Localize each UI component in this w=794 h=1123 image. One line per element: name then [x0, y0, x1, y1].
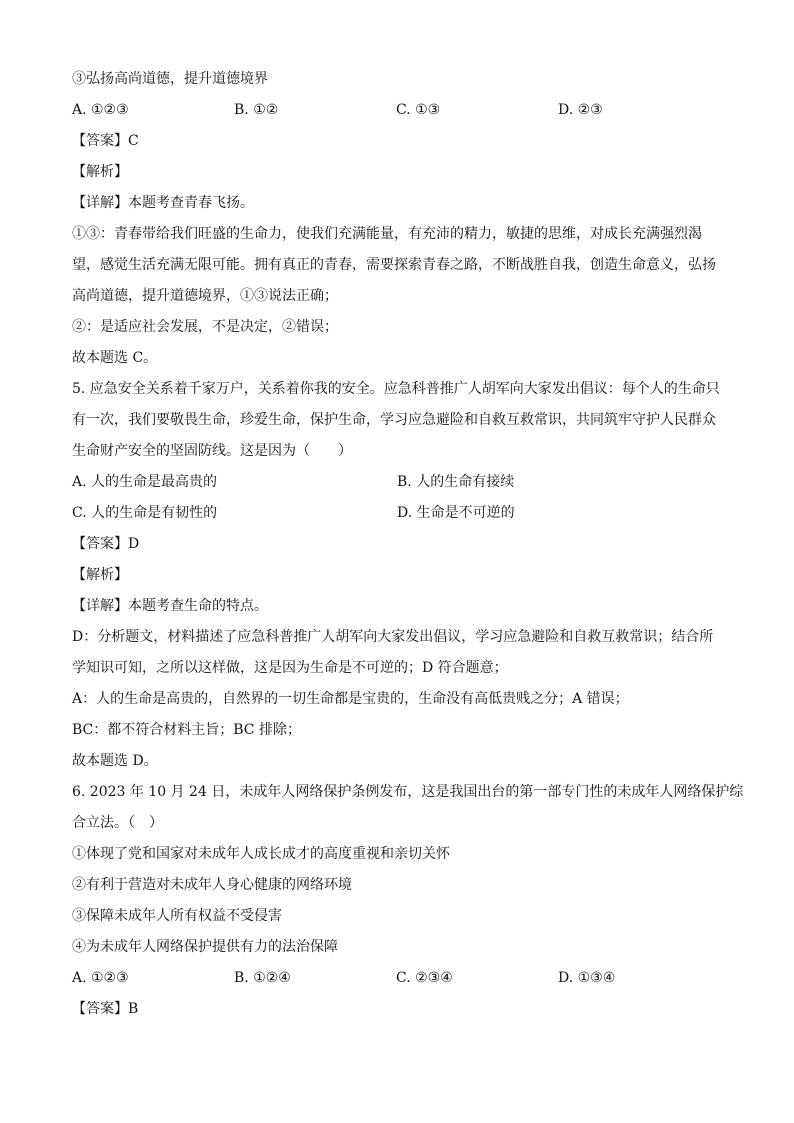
q4-answer	[72, 126, 722, 157]
document-page	[72, 64, 744, 1025]
q5-explanation-3: BC：都不符合材料主旨；BC 排除；	[72, 722, 301, 738]
q5-option-d: D. 生命是不可逆的	[397, 505, 515, 521]
q4-explanation-2: ②：是适应社会发展，不是决定，②错误；	[72, 319, 338, 335]
q5-options-row-1	[72, 467, 722, 498]
q4-option-d: D. ②③	[558, 102, 603, 118]
detail-label: 【详解】	[72, 195, 128, 211]
q6-option-c: C. ②③④	[396, 970, 453, 986]
q5-analysis-label: 【解析】	[72, 567, 128, 583]
q6-options	[72, 963, 722, 994]
answer-label: 【答案】	[72, 133, 128, 149]
q4-option-c: C. ①③	[396, 102, 441, 118]
q5-explanation-1-line-2: 学知识可知，之所以这样做，这是因为生命是不可逆的；D 符合题意；	[72, 660, 508, 676]
q6-statement-2: ②有利于营造对未成年人身心健康的网络环境	[72, 877, 352, 893]
q5-detail	[72, 591, 722, 622]
detail-text: 本题考查青春飞扬。	[128, 195, 254, 211]
q5-conclusion: 故本题选 D。	[72, 753, 158, 769]
q6-statement-3: ③保障未成年人所有权益不受侵害	[72, 908, 282, 924]
q6-answer	[72, 994, 722, 1025]
q6-stem-line-2: 合立法。（ ）	[72, 815, 163, 831]
answer-value: C	[128, 133, 139, 149]
q4-option-a: A. ①②③	[72, 102, 129, 118]
q4-detail	[72, 188, 722, 219]
q5-explanation-1-line-1: D：分析题文，材料描述了应急科普推广人胡军向大家发出倡议，学习应急避险和自救互救常识；结合所	[72, 629, 714, 645]
answer-label: 【答案】	[72, 1001, 128, 1017]
q6-statement-4: ④为未成年人网络保护提供有力的法治保障	[72, 939, 338, 955]
q6-stem-line-1: 6. 2023 年 10 月 24 日，未成年人网络保护条例发布，这是我国出台的第一部专门性的未成年人网络保护综	[72, 784, 744, 800]
detail-label: 【详解】	[72, 598, 128, 614]
answer-value: D	[128, 536, 140, 552]
q5-stem-line-3: 生命财产安全的坚固防线。这是因为（ ）	[72, 443, 352, 459]
answer-label: 【答案】	[72, 536, 128, 552]
answer-value: B	[128, 1001, 139, 1017]
q6-option-a: A. ①②③	[72, 970, 129, 986]
q4-statement-3: ③弘扬高尚道德，提升道德境界	[72, 71, 268, 87]
q4-analysis-label: 【解析】	[72, 164, 128, 180]
q6-statement-1: ①体现了党和国家对未成年人成长成才的高度重视和亲切关怀	[72, 846, 450, 862]
q4-conclusion: 故本题选 C。	[72, 350, 158, 366]
q4-options	[72, 95, 722, 126]
q5-explanation-2: A：人的生命是高贵的，自然界的一切生命都是宝贵的，生命没有高低贵贱之分；A 错误；	[72, 691, 629, 707]
q5-answer	[72, 529, 722, 560]
q6-option-b: B. ①②④	[234, 970, 291, 986]
q6-option-d: D. ①③④	[558, 970, 616, 986]
q5-option-a: A. 人的生命是最高贵的	[72, 474, 218, 490]
q4-option-b: B. ①②	[234, 102, 279, 118]
q5-option-c: C. 人的生命是有韧性的	[72, 505, 218, 521]
q4-explanation-1-line-2: 望，感觉生活充满无限可能。拥有真正的青春，需要探索青春之路，不断战胜自我，创造生命意义，弘扬	[72, 257, 716, 273]
q5-options-row-2	[72, 498, 722, 529]
q5-option-b: B. 人的生命有接续	[397, 474, 515, 490]
q5-stem-line-1: 5. 应急安全关系着千家万户，关系着你我的安全。应急科普推广人胡军向大家发出倡议：每个人的生命只	[72, 381, 720, 397]
q5-stem-line-2: 有一次，我们要敬畏生命，珍爱生命，保护生命，学习应急避险和自救互救常识，共同筑牢守护人民群众	[72, 412, 716, 428]
q4-explanation-1-line-1: ①③：青春带给我们旺盛的生命力，使我们充满能量，有充沛的精力，敏捷的思维，对成长充满强烈渴	[72, 226, 702, 242]
detail-text: 本题考查生命的特点。	[128, 598, 268, 614]
q4-explanation-1-line-3: 高尚道德，提升道德境界，①③说法正确；	[72, 288, 338, 304]
